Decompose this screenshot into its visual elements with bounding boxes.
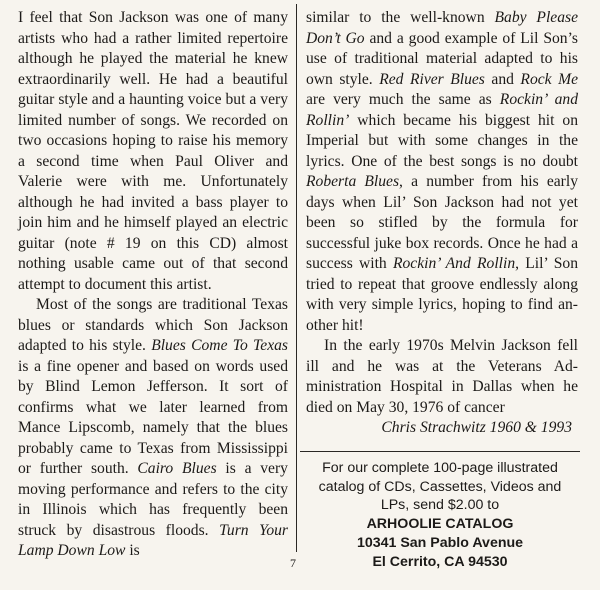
paragraph bbox=[306, 336, 578, 418]
catalog-text-line: LPs, send $2.00 to bbox=[380, 497, 500, 514]
author-attribution: Chris Strachwitz 1960 & 1993 bbox=[381, 419, 572, 436]
song-title: Rockin’ And Rollin bbox=[392, 255, 516, 272]
text-segment: are very much the same as bbox=[306, 91, 500, 108]
right-column bbox=[306, 8, 578, 439]
column-divider bbox=[296, 4, 297, 552]
paragraph bbox=[18, 8, 288, 295]
song-title: Turn Your Lamp Down Low bbox=[18, 521, 289, 559]
catalog-city-address: El Cerrito, CA 94530 bbox=[372, 553, 508, 570]
catalog-text-line: For our complete 100-page illustrated bbox=[322, 460, 558, 476]
song-title: Roberta Blues bbox=[306, 173, 400, 190]
text-segment: , a number from his early days when Lil’ Son Jackson had not yet been so stifled by the formula for successful juke box records. Once he had a success with bbox=[306, 173, 578, 272]
song-title: Red River Blues bbox=[379, 70, 485, 88]
page-number: 7 bbox=[290, 556, 296, 570]
song-title: Rockin’ and Rollin’ bbox=[306, 91, 578, 129]
text-segment: and a good example of Lil Son’s use of traditional material adapted to his own style. bbox=[306, 29, 578, 88]
text-segment: , Lil’ Son tried to repeat that groove endlessly along with very simple lyrics, hoping to find another hit! bbox=[306, 255, 578, 334]
paragraph bbox=[18, 295, 288, 562]
song-title: Blues Come To Texas bbox=[151, 337, 288, 354]
text-segment: In the early 1970s Melvin Jackson fell ill and he was at the Veterans Administration Hospital in Dallas when he died on May 30, 1976 of cancer bbox=[306, 337, 578, 416]
catalog-company-name: ARHOOLIE CATALOG bbox=[366, 515, 514, 532]
text-segment: I feel that Son Jackson was one of many artists who had a rather limited repertoire although he played the material he knew extraordinarily well. He had a beautiful guitar style and a haunting voice but a very limited number of songs. We recorded on two occasions hoping to raise his memory a second time when Paul Oliver and Valerie were with me. Unfortunately although he had invited a bass player to join him and he himself played an electric guitar (note # 19 on this CD) almost nothing usable came out of that second attempt to document this artist. bbox=[18, 9, 288, 293]
song-title: Cairo Blues bbox=[137, 460, 217, 477]
text-segment: and bbox=[484, 70, 521, 88]
left-column bbox=[18, 8, 288, 562]
text-segment: Most of the songs are traditional Texas blues or standards which Son Jackson adapted to his style. bbox=[18, 296, 288, 354]
text-segment: is a fine opener and based on words used by Blind Lemon Jefferson. It sort of confirms what we later learned from Mance Lipscomb, namely that the blues probably came to Texas from Mississippi or further south. bbox=[18, 357, 288, 477]
song-title: Baby Please Don’t Go bbox=[306, 9, 578, 47]
text-segment: which became his biggest hit on Imperial but with some changes in the lyrics. One of the best songs is no doubt bbox=[306, 111, 578, 170]
song-title: Rock Me bbox=[520, 70, 578, 88]
text-segment: is bbox=[125, 542, 140, 559]
text-segment: similar to the well-known bbox=[306, 9, 495, 26]
paragraph bbox=[306, 8, 578, 336]
catalog-street-address: 10341 San Pablo Avenue bbox=[356, 534, 524, 551]
catalog-text-line: catalog of CDs, Cassettes, Videos and bbox=[318, 478, 562, 495]
text-segment: is a very moving performance and refers to the city in Illinois which has frequently been struck by disastrous floods. bbox=[18, 460, 288, 539]
catalog-notice bbox=[300, 451, 580, 572]
